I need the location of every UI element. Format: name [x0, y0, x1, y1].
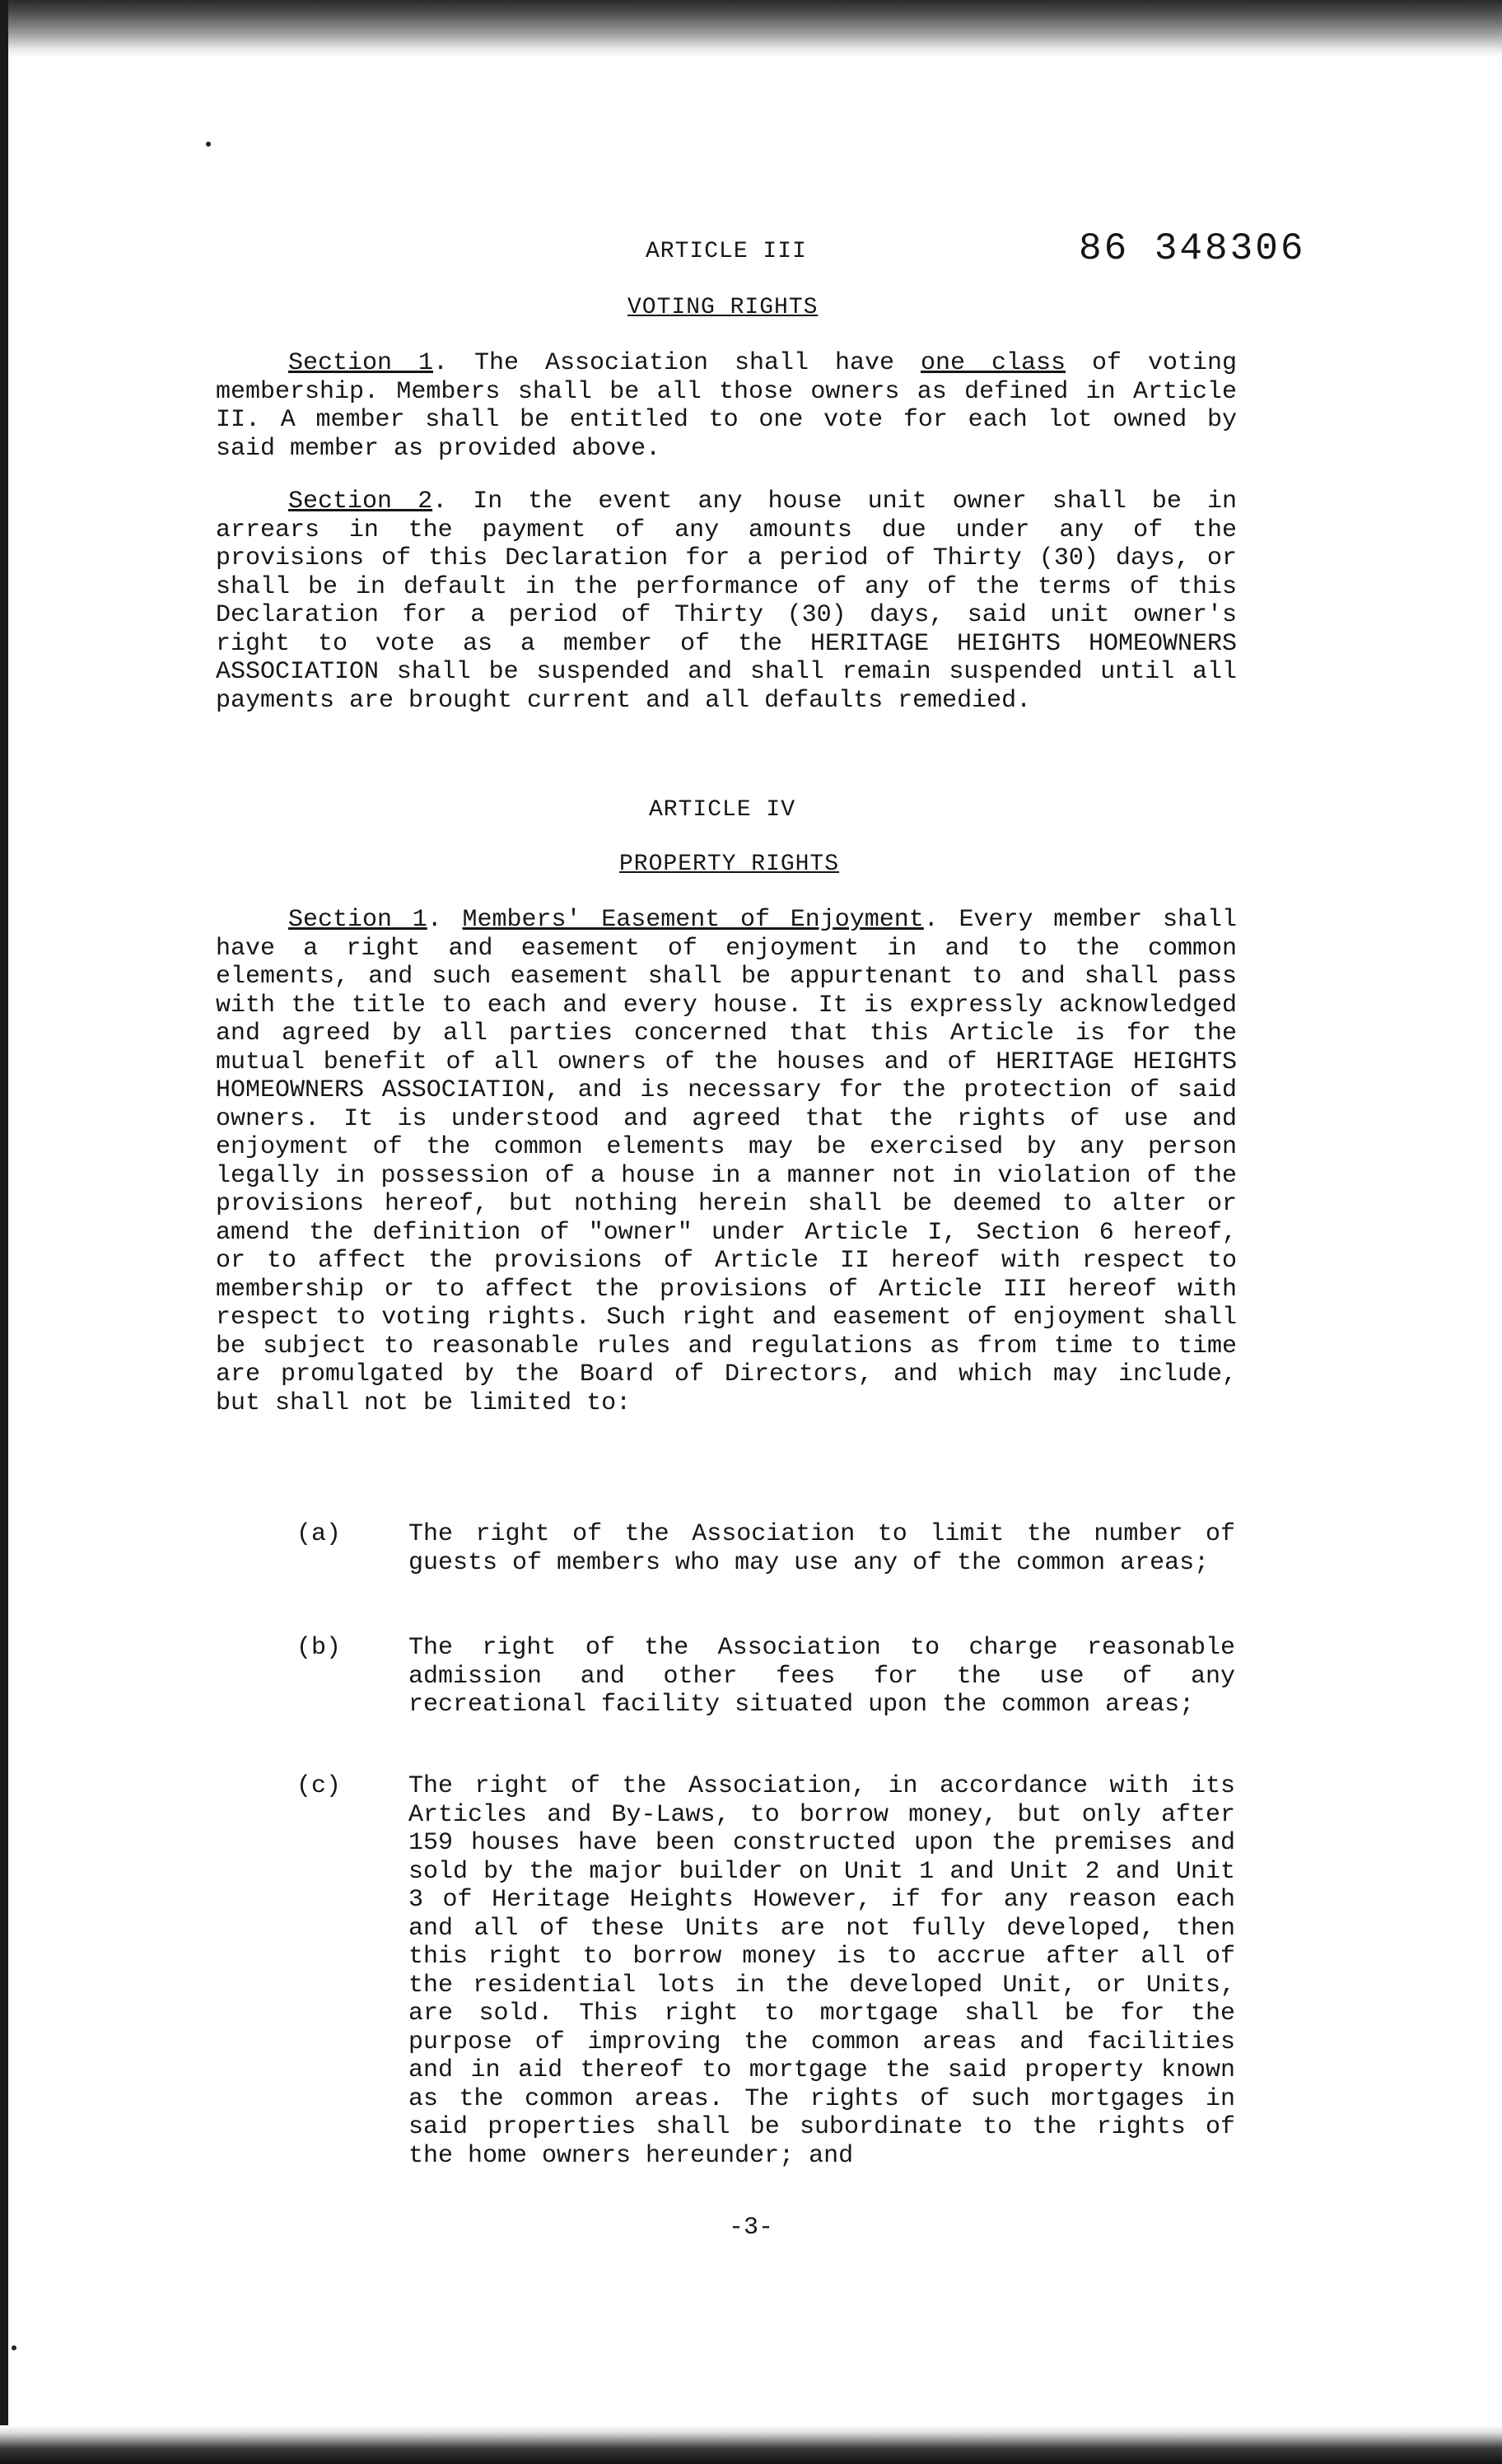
list-item-label: (c) — [296, 1772, 342, 1800]
scan-speck — [12, 2345, 16, 2350]
list-item-label: (a) — [296, 1520, 342, 1548]
document-number: 86 348306 — [1079, 227, 1306, 270]
list-item-text: The right of the Association to charge reasonable admission and other fees for the use of any recreational facility situated upon the common areas; — [408, 1634, 1235, 1719]
list-item-label: (b) — [296, 1634, 342, 1662]
scan-border-left — [0, 0, 8, 2464]
list-item-text: The right of the Association, in accordance with its Articles and By-Laws, to borrow money, but only after 159 houses have been constructed upon the premises and sold by the major builder on Unit 1 and Unit 2 and Unit 3 of Heritage Heights However, if for any reason each and all of these Units are not fully developed, then this right to borrow money is to accrue after all of the residential lots in the developed Unit, or Units, are sold. This right to mortgage shall be for the purpose of improving the common areas and facilities and in aid thereof to mortgage the said property known as the common areas. The rights of such mortgages in said properties shall be subordinate to the rights of the home owners hereunder; and — [408, 1772, 1235, 2170]
article3-section2: Section 2. In the event any house unit owner shall be in arrears in the payment of any amounts due under any of the provisions of this Declaration for a period of Thirty (30) days, or shall be in default in the performance of any of the terms of this Declaration for a period of Thirty (30) days, said unit owner's right to vote as a member of the HERITAGE HEIGHTS HOMEOWNERS ASSOCIATION shall be suspended and shall remain suspended until all payments are brought current and all defaults remedied. — [216, 488, 1237, 715]
section-label: Section 1 — [288, 349, 434, 377]
scan-border-top — [0, 0, 1502, 58]
article4-title: PROPERTY RIGHTS — [619, 852, 840, 877]
section-label: Section 1 — [288, 906, 427, 934]
article4-heading: ARTICLE IV — [649, 797, 796, 823]
article3-heading: ARTICLE III — [646, 239, 807, 264]
scan-speck — [206, 142, 211, 147]
scan-border-bottom — [0, 2425, 1502, 2464]
article3-title: VOTING RIGHTS — [627, 295, 819, 320]
section-title: Members' Easement of Enjoyment — [462, 906, 924, 934]
list-item-text: The right of the Association to limit the number of guests of members who may use any of the common areas; — [408, 1520, 1235, 1577]
article4-section1: Section 1. Members' Easement of Enjoyment. Every member shall have a right and easement of enjoyment in and to the common elements, and such easement shall be appurtenant to and shall pass with the title to each and every house. It is expressly acknowledged and agreed by all parties concerned that this Article is for the mutual benefit of all owners of the houses and of HERITAGE HEIGHTS HOMEOWNERS ASSOCIATION, and is necessary for the protection of said owners. It is understood and agreed that the rights of use and enjoyment of the common elements may be exercised by any person legally in possession of a house in a manner not in violation of the provisions hereof, but nothing herein shall be deemed to alter or amend the definition of "owner" under Article I, Section 6 hereof, or to affect the provisions of Article II hereof with respect to membership or to affect the provisions of Article III hereof with respect to voting rights. Such right and easement of enjoyment shall be subject to reasonable rules and regulations as from time to time are promulgated by the Board of Directors, and which may include, but shall not be limited to: — [216, 906, 1237, 1417]
page-number: -3- — [728, 2214, 773, 2242]
section-label: Section 2 — [288, 488, 433, 516]
article3-section1: Section 1. The Association shall have one class of voting membership. Members shall be all those owners as defined in Article II. A member shall be entitled to one vote for each lot owned by said member as provided above. — [216, 349, 1238, 463]
